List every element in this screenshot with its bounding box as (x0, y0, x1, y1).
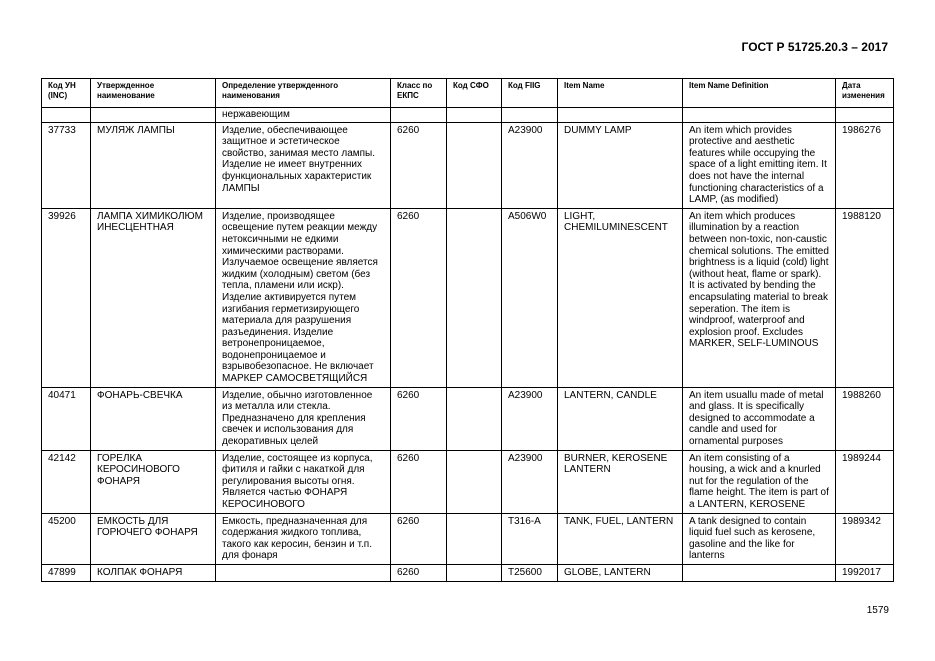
header-sfo: Код СФО (447, 79, 502, 108)
cell-definition: Емкость, предназначенная для содержания жидкого топлива, такого как керосин, бензин и т.п. для фонаря (216, 513, 391, 564)
header-code: Код УН (INC) (42, 79, 91, 108)
table-row (42, 450, 894, 513)
cell-date: 1988120 (836, 208, 894, 387)
cell-sfo (447, 450, 502, 513)
cell-date: 1986276 (836, 122, 894, 208)
cell-code: 40471 (42, 387, 91, 450)
header-row (42, 79, 894, 108)
cell-sfo (447, 564, 502, 581)
cell-item-definition: An item which provides protective and aesthetic features while occupying the space of a light emitting item. It does not have the internal functioning characteristics of a LAMP, (as modified) (683, 122, 836, 208)
cell-code: 39926 (42, 208, 91, 387)
cell-code: 45200 (42, 513, 91, 564)
cell-class: 6260 (391, 450, 447, 513)
cell-date: 1989342 (836, 513, 894, 564)
cell-item-definition (683, 564, 836, 581)
cell-definition: Изделие, состоящее из корпуса, фитиля и гайки с накаткой для регулирования высоты огня. Является частью ФОНАРЯ КЕРОСИНОВОГО (216, 450, 391, 513)
cell-class: 6260 (391, 513, 447, 564)
cell-item-definition: An item which produces illumination by a reaction between non-toxic, non-caustic chemical solutions. The emitted brightness is a liquid (cold) light (without heat, flame or spark). It is activated by bending the encapsulating material to break seperation. The item is windproof, waterproof and explosion proof. Excludes MARKER, SELF-LUMINOUS (683, 208, 836, 387)
table-row (42, 208, 894, 387)
cell-date: 1992017 (836, 564, 894, 581)
continuation-row (42, 108, 894, 123)
header-fiig: Код FIIG (502, 79, 558, 108)
cell-fiig: T316-A (502, 513, 558, 564)
cell-sfo (447, 208, 502, 387)
cell-item-definition: An item usuallu made of metal and glass. It is specifically designed to accommodate a candle and used for ornamental purposes (683, 387, 836, 450)
cell-name: ЕМКОСТЬ ДЛЯ ГОРЮЧЕГО ФОНАРЯ (91, 513, 216, 564)
cell-class: 6260 (391, 387, 447, 450)
cell-class: 6260 (391, 208, 447, 387)
cell-definition: Изделие, производящее освещение путем реакции между нетоксичными не едкими химическими растворами. Излучаемое освещение является жидким (холодным) светом (без тепла, пламени или искр). Изделие активируется путем изгибания герметизирующего материала для разрушения разъединения. Изделие ветронепроницаемое, водонепроницаемое и взрывобезопасное. Не включает МАРКЕР САМОСВЕТЯЩИЙСЯ (216, 208, 391, 387)
cell-code: 42142 (42, 450, 91, 513)
cell-definition (216, 564, 391, 581)
cell-fiig: T25600 (502, 564, 558, 581)
cell-name: ГОРЕЛКА КЕРОСИНОВОГО ФОНАРЯ (91, 450, 216, 513)
cell-definition: Изделие, обеспечивающее защитное и эстетическое свойство, занимая место лампы. Изделие не имеет внутренних функциональных характеристик ЛАМПЫ (216, 122, 391, 208)
cell-sfo (447, 387, 502, 450)
cell-fiig: A23900 (502, 450, 558, 513)
table-row (42, 564, 894, 581)
cell-code: 47899 (42, 564, 91, 581)
table-row (42, 387, 894, 450)
cell-name: ФОНАРЬ-СВЕЧКА (91, 387, 216, 450)
cell-class: 6260 (391, 122, 447, 208)
page-number: 1579 (866, 605, 889, 616)
cell-item-name: LIGHT, CHEMILUMINESCENT (558, 208, 683, 387)
cell-item-name: TANK, FUEL, LANTERN (558, 513, 683, 564)
cell-class: 6260 (391, 564, 447, 581)
cell-name: КОЛПАК ФОНАРЯ (91, 564, 216, 581)
cell-name: ЛАМПА ХИМИКОЛЮМИНЕСЦЕНТНАЯ (91, 208, 216, 387)
header-class: Класс по ЕКПС (391, 79, 447, 108)
cell-sfo (447, 513, 502, 564)
table-row (42, 122, 894, 208)
cell-item-definition: A tank designed to contain liquid fuel such as kerosene, gasoline and the like for lanterns (683, 513, 836, 564)
cell-definition: Изделие, обычно изготовленное из металла или стекла. Предназначено для крепления свечек и использования для декоративных целей (216, 387, 391, 450)
header-date: Дата изменения (836, 79, 894, 108)
cell-date: 1989244 (836, 450, 894, 513)
cell-item-name: DUMMY LAMP (558, 122, 683, 208)
cell-item-name: LANTERN, CANDLE (558, 387, 683, 450)
cell-fiig: A506W0 (502, 208, 558, 387)
document-standard-number: ГОСТ Р 51725.20.3 – 2017 (741, 40, 888, 54)
cell-fiig: A23900 (502, 387, 558, 450)
cell-code: 37733 (42, 122, 91, 208)
header-definition: Определение утвержденного наименования (216, 79, 391, 108)
table-row (42, 513, 894, 564)
cell-date: 1988260 (836, 387, 894, 450)
cell-sfo (447, 122, 502, 208)
header-item-name: Item Name (558, 79, 683, 108)
cell-item-name: BURNER, KEROSENE LANTERN (558, 450, 683, 513)
cell-item-definition: An item consisting of a housing, a wick and a knurled nut for the regulation of the flame height. The item is part of a LANTERN, KEROSENE (683, 450, 836, 513)
cell-name: МУЛЯЖ ЛАМПЫ (91, 122, 216, 208)
header-item-definition: Item Name Definition (683, 79, 836, 108)
continuation-text: нержавеющим (216, 108, 391, 123)
cell-fiig: A23900 (502, 122, 558, 208)
catalog-table (41, 78, 894, 582)
cell-item-name: GLOBE, LANTERN (558, 564, 683, 581)
header-name: Утвержденное наименование (91, 79, 216, 108)
